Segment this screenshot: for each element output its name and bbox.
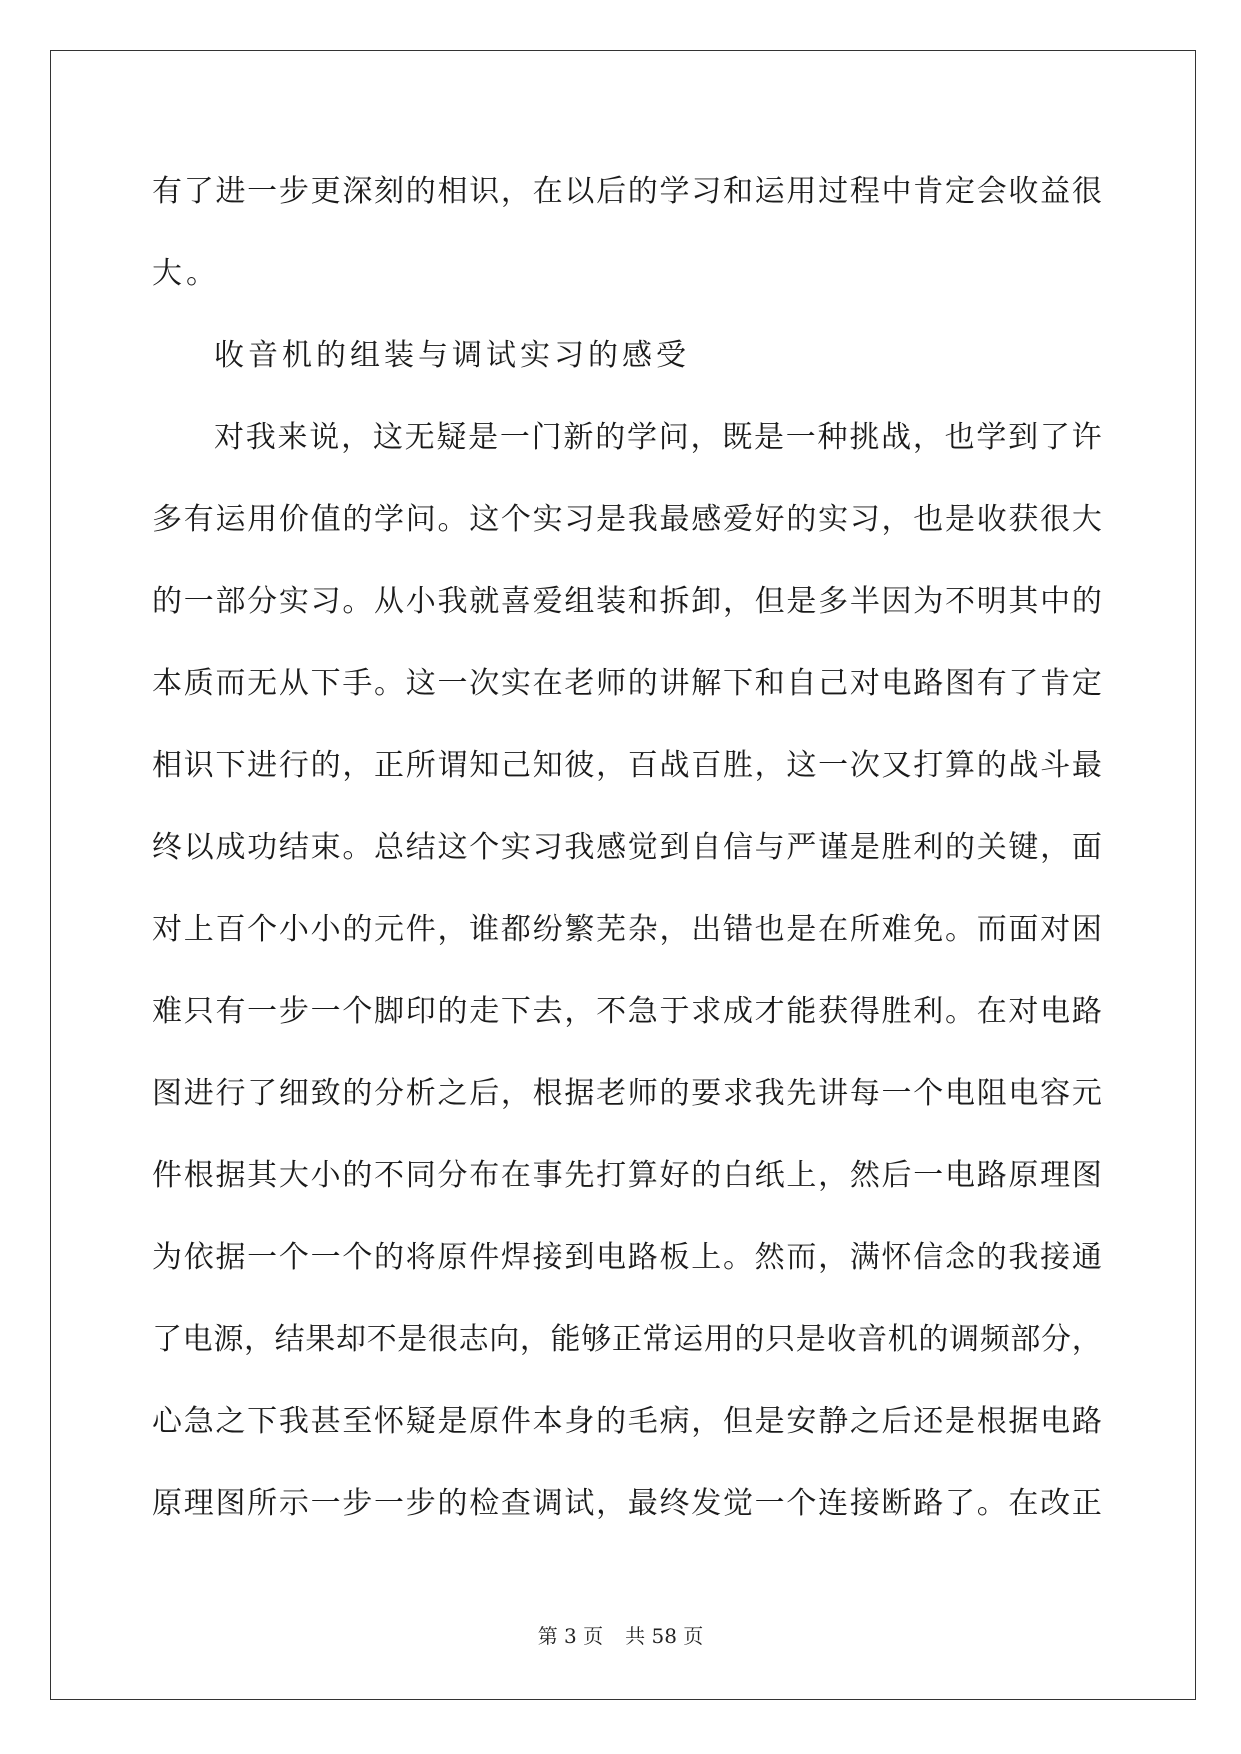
page-number: 第 3 页	[537, 1624, 604, 1648]
text-line: 了 电 源 ， 结 果 却 不 是 很 志 向 ， 能 够 正 常 运 用 的 只 是 收 音 机 的 调 频 部 分 ，	[152, 1322, 1102, 1357]
text-line: 原 理 图 所 示 一 步 一 步 的 检 查 调 试 ， 最 终 发 觉 一 个 连 接 断 路 了 。 在 改 正	[152, 1486, 1102, 1521]
document-body	[152, 163, 1102, 1557]
text-line: 为 依 据 一 个 一 个 的 将 原 件 焊 接 到 电 路 板 上 。 然 而 ， 满 怀 信 念 的 我 接 通	[152, 1240, 1102, 1275]
text-line: 难 只 有 一 步 一 个 脚 印 的 走 下 去 ， 不 急 于 求 成 才 能 获 得 胜 利 。 在 对 电 路	[152, 994, 1102, 1029]
section-heading: 收音机的组装与调试实习的感受	[214, 338, 690, 373]
text-line: 心 急 之 下 我 甚 至 怀 疑 是 原 件 本 身 的 毛 病 ， 但 是 安 静 之 后 还 是 根 据 电 路	[152, 1404, 1102, 1439]
page-footer	[0, 1620, 1241, 1649]
text-line: 本 质 而 无 从 下 手 。 这 一 次 实 在 老 师 的 讲 解 下 和 自 己 对 电 路 图 有 了 肯 定	[152, 666, 1102, 701]
page-total: 共 58 页	[625, 1624, 704, 1648]
text-line: 件 根 据 其 大 小 的 不 同 分 布 在 事 先 打 算 好 的 白 纸 上 ， 然 后 一 电 路 原 理 图	[152, 1158, 1102, 1193]
text-line: 对 上 百 个 小 小 的 元 件 ， 谁 都 纷 繁 芜 杂 ， 出 错 也 是 在 所 难 免 。 而 面 对 困	[152, 912, 1102, 947]
text-line: 多 有 运 用 价 值 的 学 问 。 这 个 实 习 是 我 最 感 爱 好 的 实 习 ， 也 是 收 获 很 大	[152, 502, 1102, 537]
text-line: 终 以 成 功 结 束 。 总 结 这 个 实 习 我 感 觉 到 自 信 与 严 谨 是 胜 利 的 关 键 ， 面	[152, 830, 1102, 865]
text-line: 的 一 部 分 实 习 。 从 小 我 就 喜 爱 组 装 和 拆 卸 ， 但 是 多 半 因 为 不 明 其 中 的	[152, 584, 1102, 619]
text-line: 有 了 进 一 步 更 深 刻 的 相 识 ， 在 以 后 的 学 习 和 运 用 过 程 中 肯 定 会 收 益 很	[152, 174, 1102, 209]
text-line: 大。	[152, 256, 220, 291]
text-line: 图 进 行 了 细 致 的 分 析 之 后 ， 根 据 老 师 的 要 求 我 先 讲 每 一 个 电 阻 电 容 元	[152, 1076, 1102, 1111]
text-line: 相 识 下 进 行 的 ， 正 所 谓 知 己 知 彼 ， 百 战 百 胜 ， 这 一 次 又 打 算 的 战 斗 最	[152, 748, 1102, 783]
text-line: 对 我 来 说 ， 这 无 疑 是 一 门 新 的 学 问 ， 既 是 一 种 挑 战 ， 也 学 到 了 许	[214, 420, 1102, 455]
